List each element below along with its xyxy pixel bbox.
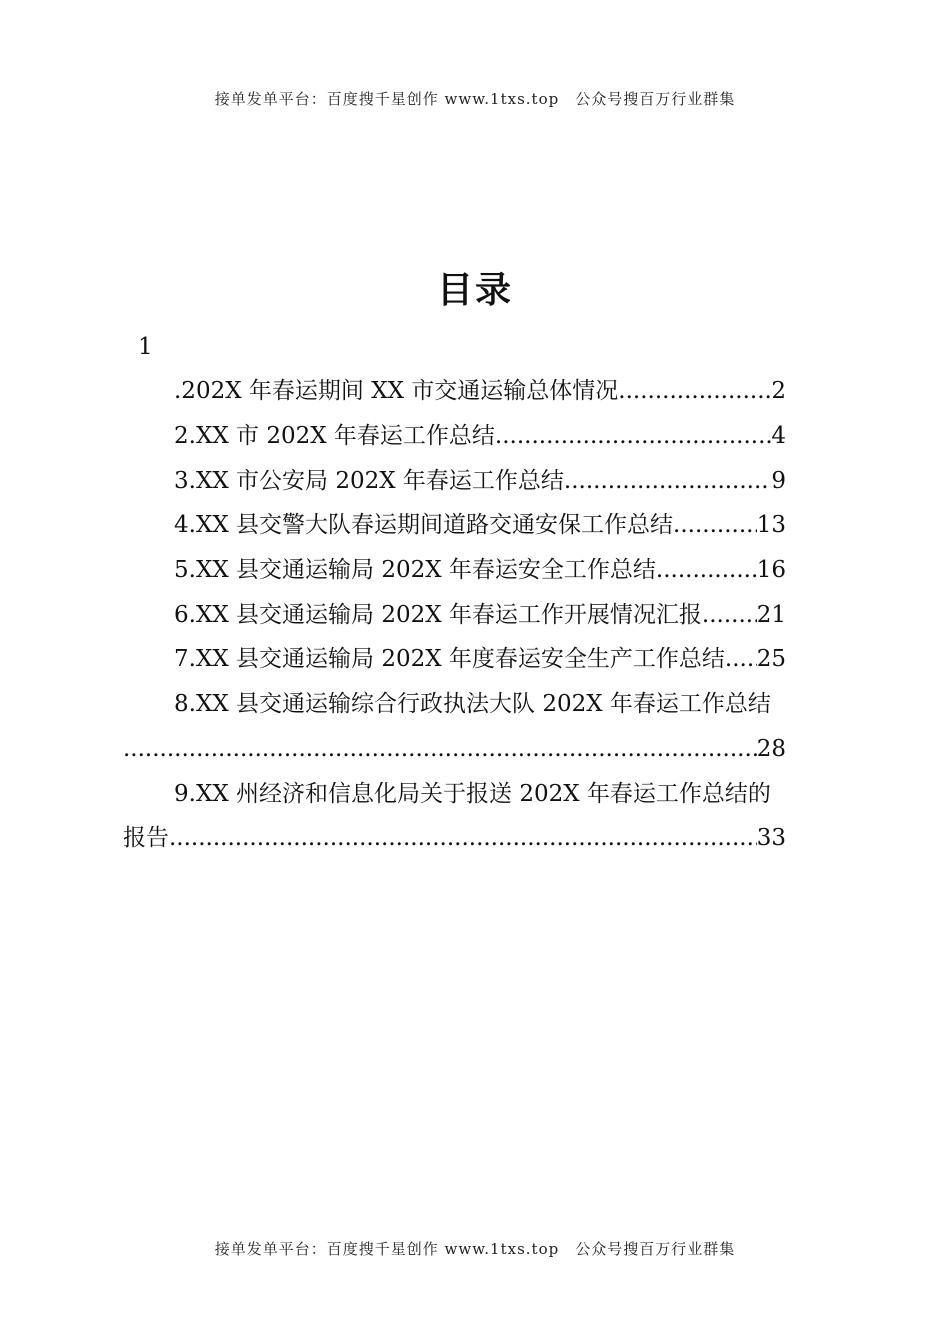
dot-leader (495, 421, 771, 451)
toc-entry[interactable] (174, 555, 786, 585)
toc-entry-label: .202X 年春运期间 XX 市交通运输总体情况 (174, 378, 619, 404)
toc-entry-label-cont: 报告 (123, 825, 169, 851)
toc-entry-line1[interactable] (174, 689, 838, 719)
toc-entry-page: 2 (771, 378, 786, 404)
dot-leader (564, 466, 771, 496)
toc-entry-page: 28 (756, 736, 786, 762)
dot-leader (169, 823, 757, 853)
dot-leader (673, 510, 757, 540)
toc-entry-label: 7.XX 县交通运输局 202X 年度春运安全生产工作总结 (174, 646, 725, 672)
toc-entry-line2[interactable] (123, 734, 786, 764)
toc-entry-page: 21 (756, 602, 786, 628)
toc-entry-page: 16 (756, 557, 786, 583)
toc-entry-label: 9.XX 州经济和信息化局关于报送 202X 年春运工作总结的 (174, 781, 771, 807)
toc-entry[interactable] (174, 600, 786, 630)
toc-entry[interactable] (174, 510, 786, 540)
page-footer: 接单发单平台：百度搜千星创作 www.1txs.top 公众号搜百万行业群集 (214, 1240, 736, 1258)
toc-entry-page: 9 (771, 468, 786, 494)
toc-entry-label: 4.XX 县交警大队春运期间道路交通安保工作总结 (174, 512, 674, 538)
toc-entry-line1[interactable] (174, 779, 838, 809)
toc-entry[interactable] (174, 466, 786, 496)
dot-leader (123, 734, 757, 764)
toc-entry[interactable] (174, 376, 786, 406)
toc-entry-line2[interactable] (123, 823, 786, 853)
dot-leader (618, 376, 771, 406)
dot-leader (702, 600, 757, 630)
toc-entry-label: 8.XX 县交通运输综合行政执法大队 202X 年春运工作总结 (174, 691, 771, 717)
toc-lead-number: 1 (138, 334, 153, 360)
toc-entry-page: 25 (756, 646, 786, 672)
toc-entry-page: 33 (756, 825, 786, 851)
toc-entry[interactable] (174, 644, 786, 674)
toc-entry[interactable] (174, 421, 786, 451)
dot-leader (656, 555, 757, 585)
toc-title: 目录 (436, 269, 513, 311)
page-header: 接单发单平台：百度搜千星创作 www.1txs.top 公众号搜百万行业群集 (214, 90, 736, 108)
toc-entry-label: 6.XX 县交通运输局 202X 年春运工作开展情况汇报 (174, 602, 702, 628)
toc-entry-label: 5.XX 县交通运输局 202X 年春运安全工作总结 (174, 557, 656, 583)
toc-entry-page: 13 (756, 512, 786, 538)
toc-entry-label: 3.XX 市公安局 202X 年春运工作总结 (174, 468, 564, 494)
dot-leader (725, 644, 757, 674)
toc-entry-label: 2.XX 市 202X 年春运工作总结 (174, 423, 495, 449)
toc-entry-page: 4 (771, 423, 786, 449)
